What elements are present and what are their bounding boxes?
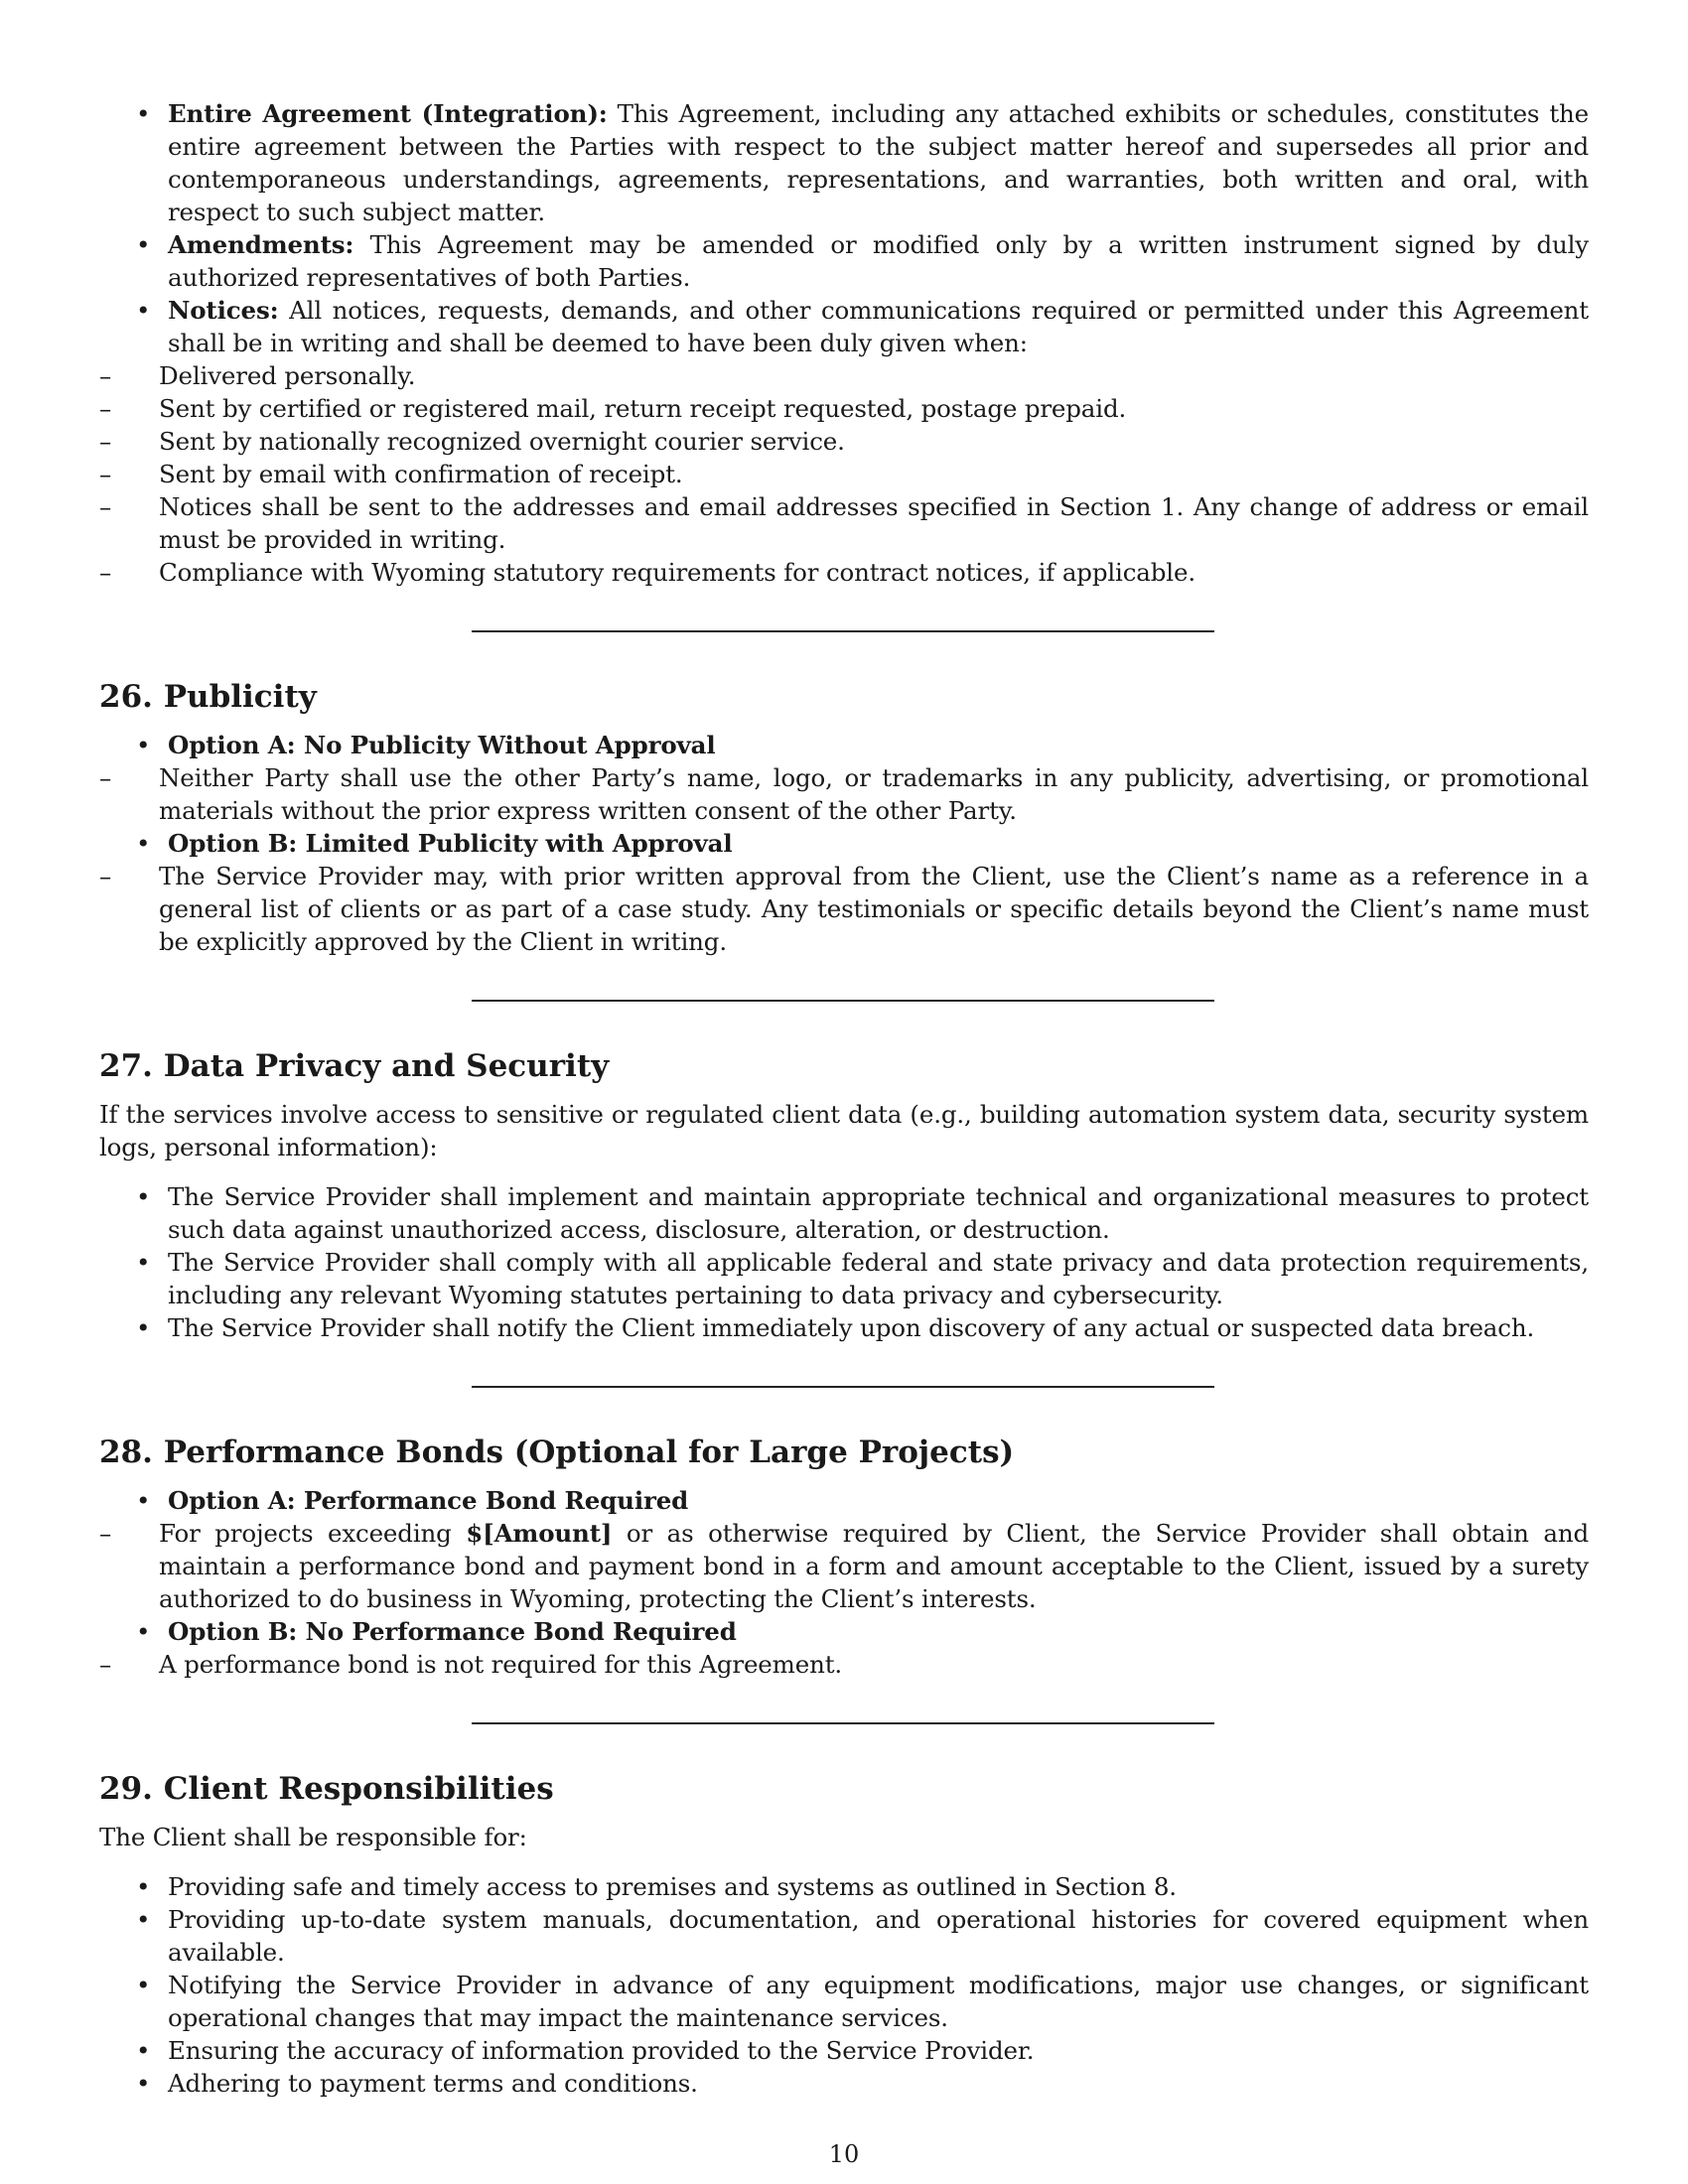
list-item: • The Service Provider shall implement and maintain appropriate technical and organizational measures to protect such data against unauthorized access, disclosure, alteration, or destruction. <box>99 1180 1589 1246</box>
list-item: • The Service Provider shall notify the Client immediately upon discovery of any actual or suspected data breach. <box>99 1311 1589 1344</box>
list-item: • Adhering to payment terms and conditions. <box>99 2067 1589 2100</box>
list-item <box>99 729 1589 827</box>
option-sublist <box>159 761 1589 827</box>
document-page <box>99 97 1589 2100</box>
list-item: • Ensuring the accuracy of information provided to the Service Provider. <box>99 2034 1589 2067</box>
list-item: • Notifying the Service Provider in advance of any equipment modifications, major use changes, or significant operational changes that may impact the maintenance services. <box>99 1969 1589 2034</box>
item-label: Amendments: <box>168 230 354 259</box>
list-item <box>99 1484 1589 1615</box>
list-item <box>99 827 1589 958</box>
option-label: Option A: No Publicity Without Approval <box>168 731 716 759</box>
sublist-item: – Neither Party shall use the other Party’s name, logo, or trademarks in any publicity, advertising, or promotional materials without the prior express written consent of the other Party. <box>99 761 1589 827</box>
list-item <box>99 228 1589 294</box>
section-divider <box>472 1386 1214 1388</box>
option-label: Option B: No Performance Bond Required <box>168 1617 737 1646</box>
text-post: or as otherwise required by Client, the Service Provider shall obtain and maintain a performance bond and payment bond in a form and amount acceptable to the Client, issued by a surety authorized to do business in Wyoming, protecting the Client’s interests. <box>159 1519 1589 1613</box>
sublist-item: – The Service Provider may, with prior written approval from the Client, use the Client’s name as a reference in a general list of clients or as part of a case study. Any testimonials or specific details beyond the Client’s name must be explicitly approved by the Client in writing. <box>99 860 1589 958</box>
sublist-item: – Delivered personally. <box>99 359 1589 392</box>
sublist-item: – Notices shall be sent to the addresses and email addresses specified in Section 1. Any change of address or email must be provided in writing. <box>99 490 1589 556</box>
list-item <box>99 1615 1589 1681</box>
option-label: Option B: Limited Publicity with Approval <box>168 829 733 858</box>
section-divider <box>472 1000 1214 1002</box>
sublist-item: – A performance bond is not required for this Agreement. <box>99 1648 1589 1681</box>
item-text: This Agreement may be amended or modified only by a written instrument signed by duly authorized representatives of both Parties. <box>168 230 1589 292</box>
list-item <box>99 97 1589 228</box>
list-item <box>99 294 1589 589</box>
sublist-item: – Sent by certified or registered mail, return receipt requested, postage prepaid. <box>99 392 1589 425</box>
performance-bond-options <box>99 1484 1589 1681</box>
amount-placeholder: $[Amount] <box>466 1519 613 1548</box>
item-label: Notices: <box>168 296 279 325</box>
list-item: • Providing safe and timely access to premises and systems as outlined in Section 8. <box>99 1870 1589 1903</box>
sublist-item: – Compliance with Wyoming statutory requirements for contract notices, if applicable. <box>99 556 1589 589</box>
section-divider <box>472 1722 1214 1724</box>
page-number: 10 <box>828 2140 860 2168</box>
sublist-item: – Sent by nationally recognized overnight courier service. <box>99 425 1589 458</box>
client-responsibilities-list <box>99 1870 1589 2100</box>
section-intro: If the services involve access to sensitive or regulated client data (e.g., building automation system data, security system logs, personal information): <box>99 1100 1589 1161</box>
option-label: Option A: Performance Bond Required <box>168 1486 689 1515</box>
notices-sublist <box>159 359 1589 589</box>
section-heading-26: 26. Publicity <box>99 679 317 715</box>
item-text: All notices, requests, demands, and other communications required or permitted under this Agreement shall be in writing and shall be deemed to have been duly given when: <box>168 296 1589 357</box>
option-sublist <box>159 1648 1589 1681</box>
item-text: This Agreement, including any attached exhibits or schedules, constitutes the entire agreement between the Parties with respect to the subject matter hereof and supersedes all prior and contemporaneous understandings, agreements, representations, and warranties, both written and oral, with respect to such subject matter. <box>168 99 1590 226</box>
item-label: Entire Agreement (Integration): <box>168 99 608 128</box>
list-item: • Providing up-to-date system manuals, documentation, and operational histories for covered equipment when available. <box>99 1903 1589 1969</box>
data-privacy-list <box>99 1180 1589 1344</box>
text-pre: For projects exceeding <box>159 1519 467 1548</box>
sublist-item: – Sent by email with confirmation of receipt. <box>99 458 1589 490</box>
option-sublist <box>159 860 1589 958</box>
publicity-options <box>99 729 1589 958</box>
general-provisions-list <box>99 97 1589 589</box>
section-heading-28: 28. Performance Bonds (Optional for Large Projects) <box>99 1434 1015 1470</box>
option-sublist <box>159 1517 1589 1615</box>
section-heading-29: 29. Client Responsibilities <box>99 1771 554 1807</box>
sublist-item <box>99 1517 1589 1615</box>
section-divider <box>472 630 1214 632</box>
section-intro: The Client shall be responsible for: <box>99 1823 527 1851</box>
list-item: • The Service Provider shall comply with all applicable federal and state privacy and data protection requirements, including any relevant Wyoming statutes pertaining to data privacy and cybersecurity. <box>99 1246 1589 1311</box>
section-heading-27: 27. Data Privacy and Security <box>99 1048 610 1084</box>
